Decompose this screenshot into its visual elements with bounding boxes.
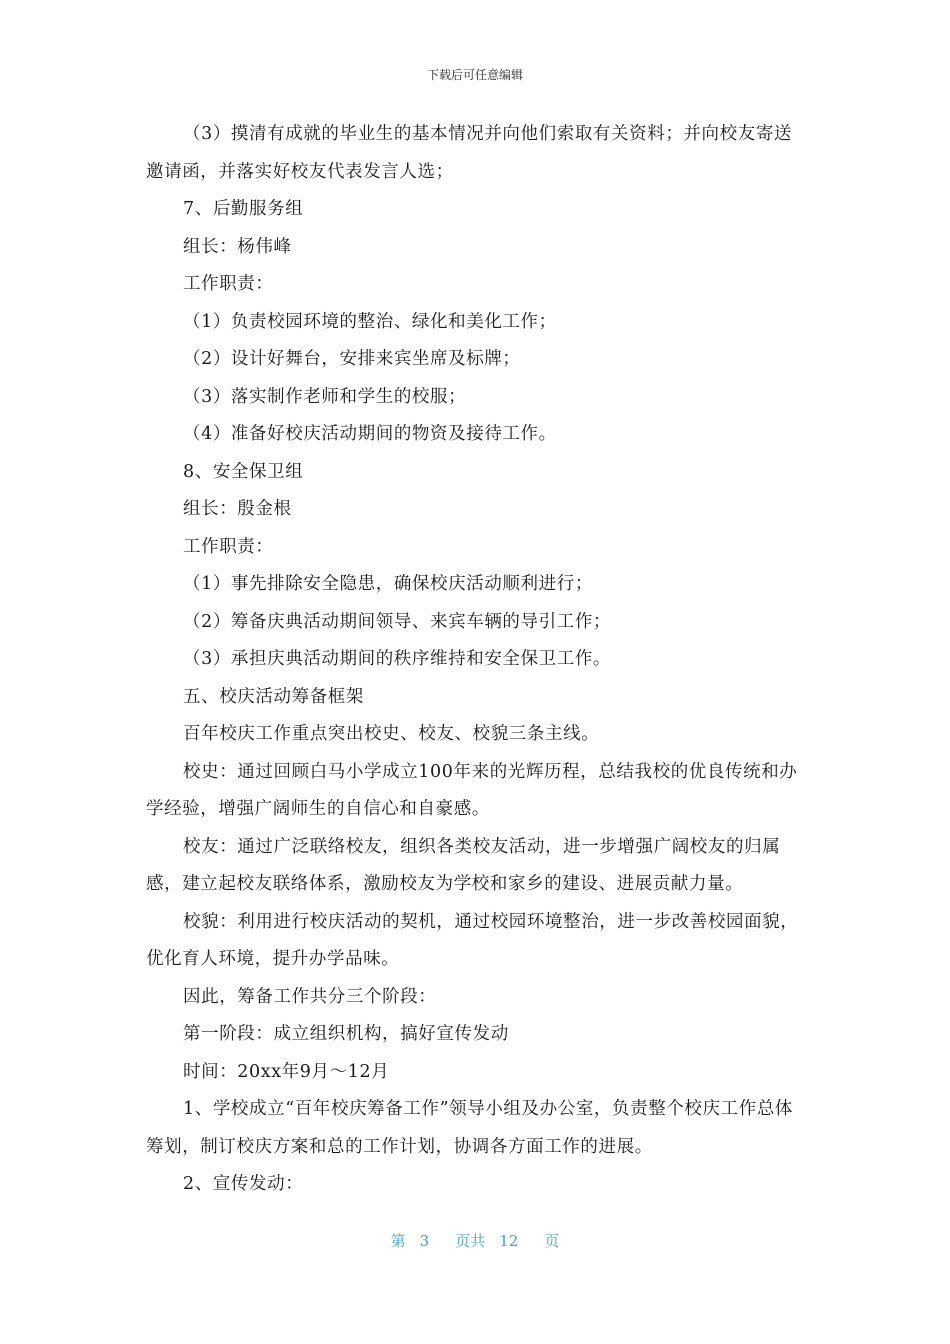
paragraph: 工作职责： xyxy=(183,536,274,557)
list-item: （3）落实制作老师和学生的校服； xyxy=(183,386,467,407)
paragraph: 1、学校成立“百年校庆筹备工作”领导小组及办公室，负责整个校庆工作总体筹划，制订校庆方案和总的工作计划，协调各方面工作的进展。 xyxy=(146,1099,794,1157)
page-label-prefix: 第 xyxy=(390,1232,406,1250)
page-header: 下载后可任意编辑 xyxy=(426,68,523,82)
paragraph: 组长：殷金根 xyxy=(183,499,292,519)
list-item: （4）准备好校庆活动期间的物资及接待工作。 xyxy=(183,424,557,444)
paragraph: 组长：杨伟峰 xyxy=(183,236,292,257)
page-footer xyxy=(0,1230,950,1251)
total-pages-number: 12 xyxy=(499,1232,519,1250)
list-item: （3）承担庆典活动期间的秩序维持和安全保卫工作。 xyxy=(183,649,612,669)
paragraph: 校史：通过回顾白马小学成立100年来的光辉历程，总结我校的优良传统和办学经验，增强广阔师生的自信心和自豪感。 xyxy=(146,761,798,819)
paragraph: 时间：20xx年9月～12月 xyxy=(183,1061,390,1082)
paragraph: 第一阶段：成立组织机构，搞好宣传发动 xyxy=(183,1024,509,1044)
list-item: （1）事先排除安全隐患，确保校庆活动顺利进行； xyxy=(183,574,593,594)
list-item: （1）负责校园环境的整治、绿化和美化工作； xyxy=(183,311,557,332)
paragraph: 百年校庆工作重点突出校史、校友、校貌三条主线。 xyxy=(183,724,600,744)
document-body xyxy=(146,116,806,1204)
paragraph: 因此，筹备工作共分三个阶段： xyxy=(183,986,437,1007)
section-heading: 五、校庆活动筹备框架 xyxy=(183,686,364,707)
paragraph: 校友：通过广泛联络校友，组织各类校友活动，进一步增强广阔校友的归属感，建立起校友联络体系，激励校友为学校和家乡的建设、进展贡献力量。 xyxy=(146,836,781,894)
list-item: （2）设计好舞台，安排来宾坐席及标牌； xyxy=(183,349,521,369)
section-heading: 8、安全保卫组 xyxy=(183,461,304,482)
page-label-mid: 页共 xyxy=(455,1232,486,1250)
list-item: （2）筹备庆典活动期间领导、来宾车辆的导引工作； xyxy=(183,611,612,632)
paragraph: 工作职责： xyxy=(183,274,274,294)
page-label-suffix: 页 xyxy=(544,1232,560,1250)
current-page-number: 3 xyxy=(419,1232,430,1250)
paragraph: （3）摸清有成就的毕业生的基本情况并向他们索取有关资料；并向校友寄送邀请函，并落实好校友代表发言人选； xyxy=(146,124,793,182)
section-heading: 7、后勤服务组 xyxy=(183,199,304,219)
paragraph: 校貌：利用进行校庆活动的契机，通过校园环境整治，进一步改善校园面貌，优化育人环境，提升办学品味。 xyxy=(146,911,799,969)
paragraph: 2、宣传发动： xyxy=(183,1174,304,1194)
